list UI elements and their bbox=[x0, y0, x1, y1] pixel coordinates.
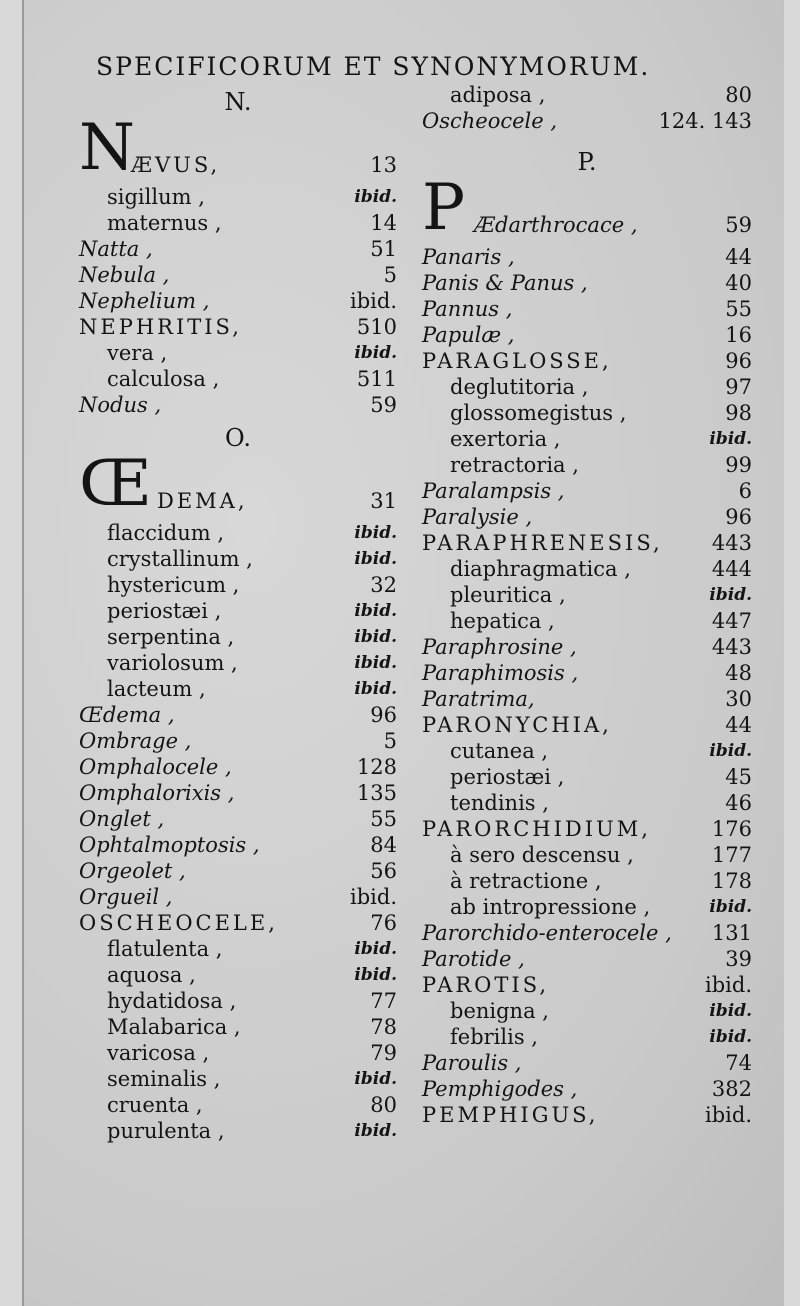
index-entry bbox=[79, 1066, 397, 1092]
entry-term: Parorchido-enterocele , bbox=[422, 921, 672, 945]
index-entry bbox=[422, 400, 752, 426]
index-column-left bbox=[79, 82, 397, 1144]
entry-term: Ædarthrocace , bbox=[474, 213, 638, 237]
entry-page: ibid. bbox=[709, 429, 752, 449]
entry-term: flatulenta , bbox=[107, 937, 223, 961]
entry-term: Natta , bbox=[79, 237, 153, 261]
index-entry bbox=[422, 108, 752, 134]
entry-term: PAROTIS, bbox=[422, 973, 550, 997]
index-entry bbox=[422, 764, 752, 790]
entry-page: 32 bbox=[370, 573, 397, 597]
entry-term: Orgeolet , bbox=[79, 859, 186, 883]
entry-term: benigna , bbox=[450, 999, 549, 1023]
entry-term: sigillum , bbox=[107, 185, 205, 209]
index-entry-dropcap bbox=[79, 111, 397, 185]
entry-term: pleuritica , bbox=[450, 583, 566, 607]
entry-term: Oscheocele , bbox=[422, 109, 558, 133]
index-entry bbox=[79, 754, 397, 780]
entry-page: ibid. bbox=[354, 1069, 397, 1089]
entry-term: à sero descensu , bbox=[450, 843, 634, 867]
entry-page: 178 bbox=[711, 869, 752, 893]
entry-term: PARAGLOSSE, bbox=[422, 349, 612, 373]
index-entry bbox=[422, 816, 752, 842]
entry-term: Paroulis , bbox=[422, 1051, 522, 1075]
entry-page: ibid. bbox=[354, 939, 397, 959]
entry-page: 447 bbox=[711, 609, 752, 633]
entry-term: Papulæ , bbox=[422, 323, 515, 347]
entry-page: 510 bbox=[356, 315, 397, 339]
entry-term: ab intropressione , bbox=[450, 895, 651, 919]
entry-page: 59 bbox=[725, 213, 752, 237]
entry-term: Nebula , bbox=[79, 263, 170, 287]
entry-page: ibid. bbox=[705, 1103, 752, 1127]
entry-page: 96 bbox=[725, 505, 752, 529]
entry-page: ibid. bbox=[354, 1121, 397, 1141]
index-entry bbox=[422, 946, 752, 972]
entry-term: cruenta , bbox=[107, 1093, 203, 1117]
entry-term: Malabarica , bbox=[107, 1015, 241, 1039]
entry-term: Pemphigodes , bbox=[422, 1077, 578, 1101]
entry-term: calculosa , bbox=[107, 367, 220, 391]
entry-page: ibid. bbox=[709, 585, 752, 605]
index-entry bbox=[422, 868, 752, 894]
index-entry bbox=[79, 1118, 397, 1144]
entry-page: ibid. bbox=[354, 523, 397, 543]
entry-page: ibid. bbox=[354, 653, 397, 673]
drop-capital: P bbox=[422, 171, 466, 245]
entry-page: 80 bbox=[725, 83, 752, 107]
index-entry bbox=[422, 660, 752, 686]
entry-term: seminalis , bbox=[107, 1067, 221, 1091]
entry-term: deglutitoria , bbox=[450, 375, 589, 399]
index-entry bbox=[422, 608, 752, 634]
entry-page: ibid. bbox=[709, 1001, 752, 1021]
entry-term: Paraphimosis , bbox=[422, 661, 579, 685]
entry-page: 46 bbox=[725, 791, 752, 815]
entry-page: 443 bbox=[711, 531, 752, 555]
entry-page: ibid. bbox=[354, 627, 397, 647]
entry-page: 30 bbox=[725, 687, 752, 711]
entry-term: adiposa , bbox=[450, 83, 546, 107]
entry-page: ibid. bbox=[354, 601, 397, 621]
entry-page: 98 bbox=[725, 401, 752, 425]
index-entry bbox=[79, 546, 397, 572]
index-entry bbox=[422, 686, 752, 712]
entry-page: ibid. bbox=[705, 973, 752, 997]
entry-term: ÆVUS, bbox=[131, 153, 221, 177]
index-entry bbox=[422, 1102, 752, 1128]
entry-page: 382 bbox=[711, 1077, 752, 1101]
index-entry-dropcap bbox=[422, 171, 752, 245]
index-entry bbox=[79, 676, 397, 702]
index-entry bbox=[422, 894, 752, 920]
entry-page: ibid. bbox=[709, 897, 752, 917]
entry-page: 44 bbox=[725, 245, 752, 269]
index-entry bbox=[79, 988, 397, 1014]
entry-page: ibid. bbox=[354, 343, 397, 363]
index-entry bbox=[422, 504, 752, 530]
entry-term: varicosa , bbox=[107, 1041, 210, 1065]
entry-page: 13 bbox=[370, 153, 397, 177]
index-entry bbox=[422, 712, 752, 738]
index-entry bbox=[422, 1024, 752, 1050]
index-entry bbox=[422, 1050, 752, 1076]
entry-page: 44 bbox=[725, 713, 752, 737]
entry-term: hepatica , bbox=[450, 609, 555, 633]
index-entry bbox=[422, 478, 752, 504]
entry-page: 56 bbox=[370, 859, 397, 883]
index-column-right bbox=[422, 82, 752, 1128]
index-entry bbox=[422, 738, 752, 764]
entry-term: Paraphrosine , bbox=[422, 635, 577, 659]
entry-term: Nodus , bbox=[79, 393, 162, 417]
index-entry bbox=[79, 184, 397, 210]
entry-term: Panis & Panus , bbox=[422, 271, 588, 295]
index-entry bbox=[422, 972, 752, 998]
entry-term: flaccidum , bbox=[107, 521, 224, 545]
entry-term: Omphalorixis , bbox=[79, 781, 235, 805]
entry-page: 128 bbox=[356, 755, 397, 779]
index-entry bbox=[422, 296, 752, 322]
entry-term: Onglet , bbox=[79, 807, 165, 831]
entry-page: 5 bbox=[383, 729, 397, 753]
section-letter: P. bbox=[577, 148, 597, 176]
index-entry bbox=[422, 82, 752, 108]
index-entry bbox=[79, 210, 397, 236]
entry-page: 39 bbox=[725, 947, 752, 971]
index-entry bbox=[79, 366, 397, 392]
entry-term: DEMA, bbox=[157, 489, 248, 513]
entry-page: 48 bbox=[725, 661, 752, 685]
index-entry bbox=[422, 582, 752, 608]
entry-page: ibid. bbox=[354, 549, 397, 569]
index-entry bbox=[79, 340, 397, 366]
index-entry bbox=[79, 392, 397, 418]
entry-page: 31 bbox=[370, 489, 397, 513]
entry-term: Paralysie , bbox=[422, 505, 533, 529]
entry-term: Pannus , bbox=[422, 297, 513, 321]
index-entry bbox=[422, 842, 752, 868]
entry-page: ibid. bbox=[350, 289, 397, 313]
drop-capital: N bbox=[79, 111, 135, 185]
entry-page: 55 bbox=[370, 807, 397, 831]
entry-term: purulenta , bbox=[107, 1119, 225, 1143]
entry-page: 45 bbox=[725, 765, 752, 789]
entry-term: PEMPHIGUS, bbox=[422, 1103, 599, 1127]
index-entry bbox=[422, 998, 752, 1024]
index-entry bbox=[422, 374, 752, 400]
index-entry bbox=[79, 572, 397, 598]
entry-term: glossomegistus , bbox=[450, 401, 627, 425]
index-entry bbox=[79, 236, 397, 262]
index-entry bbox=[79, 702, 397, 728]
entry-term: hydatidosa , bbox=[107, 989, 237, 1013]
entry-page: ibid. bbox=[350, 885, 397, 909]
entry-page: ibid. bbox=[354, 965, 397, 985]
index-entry bbox=[422, 790, 752, 816]
index-entry bbox=[422, 322, 752, 348]
entry-term: tendinis , bbox=[450, 791, 549, 815]
entry-term: Nephelium , bbox=[79, 289, 210, 313]
section-letter: N. bbox=[224, 88, 252, 116]
entry-page: 40 bbox=[725, 271, 752, 295]
index-entry bbox=[79, 962, 397, 988]
entry-term: cutanea , bbox=[450, 739, 549, 763]
index-entry bbox=[422, 920, 752, 946]
entry-page: 135 bbox=[356, 781, 397, 805]
entry-term: Parotide , bbox=[422, 947, 525, 971]
running-header: SPECIFICORUM ET SYNONYMORUM. bbox=[96, 52, 651, 81]
entry-term: diaphragmatica , bbox=[450, 557, 631, 581]
entry-term: aquosa , bbox=[107, 963, 196, 987]
entry-term: vera , bbox=[107, 341, 168, 365]
index-entry bbox=[79, 780, 397, 806]
entry-term: à retractione , bbox=[450, 869, 602, 893]
index-entry bbox=[79, 1092, 397, 1118]
entry-term: febrilis , bbox=[450, 1025, 538, 1049]
index-entry bbox=[79, 806, 397, 832]
index-entry bbox=[422, 634, 752, 660]
entry-term: Œdema , bbox=[79, 703, 175, 727]
index-entry bbox=[422, 270, 752, 296]
entry-term: OSCHEOCELE, bbox=[79, 911, 278, 935]
entry-page: 59 bbox=[370, 393, 397, 417]
index-entry bbox=[79, 910, 397, 936]
entry-term: hystericum , bbox=[107, 573, 240, 597]
entry-page: ibid. bbox=[354, 187, 397, 207]
index-entry bbox=[422, 556, 752, 582]
index-entry bbox=[79, 1014, 397, 1040]
entry-page: 97 bbox=[725, 375, 752, 399]
index-entry bbox=[422, 244, 752, 270]
entry-term: Orgueil , bbox=[79, 885, 173, 909]
index-entry bbox=[422, 452, 752, 478]
entry-page: 511 bbox=[356, 367, 397, 391]
entry-term: periostæi , bbox=[107, 599, 222, 623]
index-entry bbox=[79, 728, 397, 754]
entry-term: crystallinum , bbox=[107, 547, 253, 571]
entry-page: 80 bbox=[370, 1093, 397, 1117]
index-entry bbox=[422, 1076, 752, 1102]
entry-page: 99 bbox=[725, 453, 752, 477]
entry-term: serpentina , bbox=[107, 625, 235, 649]
book-page bbox=[22, 0, 784, 1306]
entry-term: Panaris , bbox=[422, 245, 515, 269]
entry-page: 177 bbox=[711, 843, 752, 867]
index-entry bbox=[422, 530, 752, 556]
entry-page: 74 bbox=[725, 1051, 752, 1075]
entry-term: Ombrage , bbox=[79, 729, 192, 753]
index-entry bbox=[79, 1040, 397, 1066]
section-letter: O. bbox=[225, 424, 251, 452]
entry-page: 96 bbox=[370, 703, 397, 727]
entry-term: NEPHRITIS, bbox=[79, 315, 242, 339]
index-entry-dropcap bbox=[79, 447, 397, 521]
entry-term: retractoria , bbox=[450, 453, 579, 477]
index-entry bbox=[79, 624, 397, 650]
entry-page: 79 bbox=[370, 1041, 397, 1065]
entry-page: ibid. bbox=[354, 679, 397, 699]
index-entry bbox=[422, 426, 752, 452]
drop-capital: Œ bbox=[79, 447, 152, 521]
entry-term: periostæi , bbox=[450, 765, 565, 789]
entry-term: lacteum , bbox=[107, 677, 206, 701]
entry-term: maternus , bbox=[107, 211, 222, 235]
entry-page: 84 bbox=[370, 833, 397, 857]
entry-page: 443 bbox=[711, 635, 752, 659]
entry-page: 51 bbox=[370, 237, 397, 261]
index-entry bbox=[79, 832, 397, 858]
entry-term: Omphalocele , bbox=[79, 755, 232, 779]
entry-page: ibid. bbox=[709, 1027, 752, 1047]
entry-term: variolosum , bbox=[107, 651, 238, 675]
entry-page: 131 bbox=[711, 921, 752, 945]
entry-page: 14 bbox=[370, 211, 397, 235]
index-entry bbox=[79, 858, 397, 884]
entry-term: exertoria , bbox=[450, 427, 561, 451]
entry-term: Paratrima, bbox=[422, 687, 535, 711]
entry-term: PARAPHRENESIS, bbox=[422, 531, 663, 555]
entry-page: 78 bbox=[370, 1015, 397, 1039]
entry-term: PARORCHIDIUM, bbox=[422, 817, 651, 841]
entry-term: Ophtalmoptosis , bbox=[79, 833, 260, 857]
entry-page: 6 bbox=[738, 479, 752, 503]
entry-page: 176 bbox=[711, 817, 752, 841]
entry-page: 55 bbox=[725, 297, 752, 321]
entry-page: 76 bbox=[370, 911, 397, 935]
entry-page: ibid. bbox=[709, 741, 752, 761]
index-entry bbox=[79, 520, 397, 546]
index-entry bbox=[79, 288, 397, 314]
entry-term: Paralampsis , bbox=[422, 479, 565, 503]
entry-page: 124. 143 bbox=[658, 109, 752, 133]
entry-page: 444 bbox=[711, 557, 752, 581]
entry-page: 5 bbox=[383, 263, 397, 287]
index-entry bbox=[422, 348, 752, 374]
index-entry bbox=[79, 598, 397, 624]
index-entry bbox=[79, 936, 397, 962]
entry-page: 16 bbox=[725, 323, 752, 347]
spacer bbox=[422, 134, 752, 142]
index-entry bbox=[79, 314, 397, 340]
entry-page: 77 bbox=[370, 989, 397, 1013]
index-entry bbox=[79, 884, 397, 910]
entry-term: PARONYCHIA, bbox=[422, 713, 612, 737]
index-entry bbox=[79, 650, 397, 676]
entry-page: 96 bbox=[725, 349, 752, 373]
index-entry bbox=[79, 262, 397, 288]
